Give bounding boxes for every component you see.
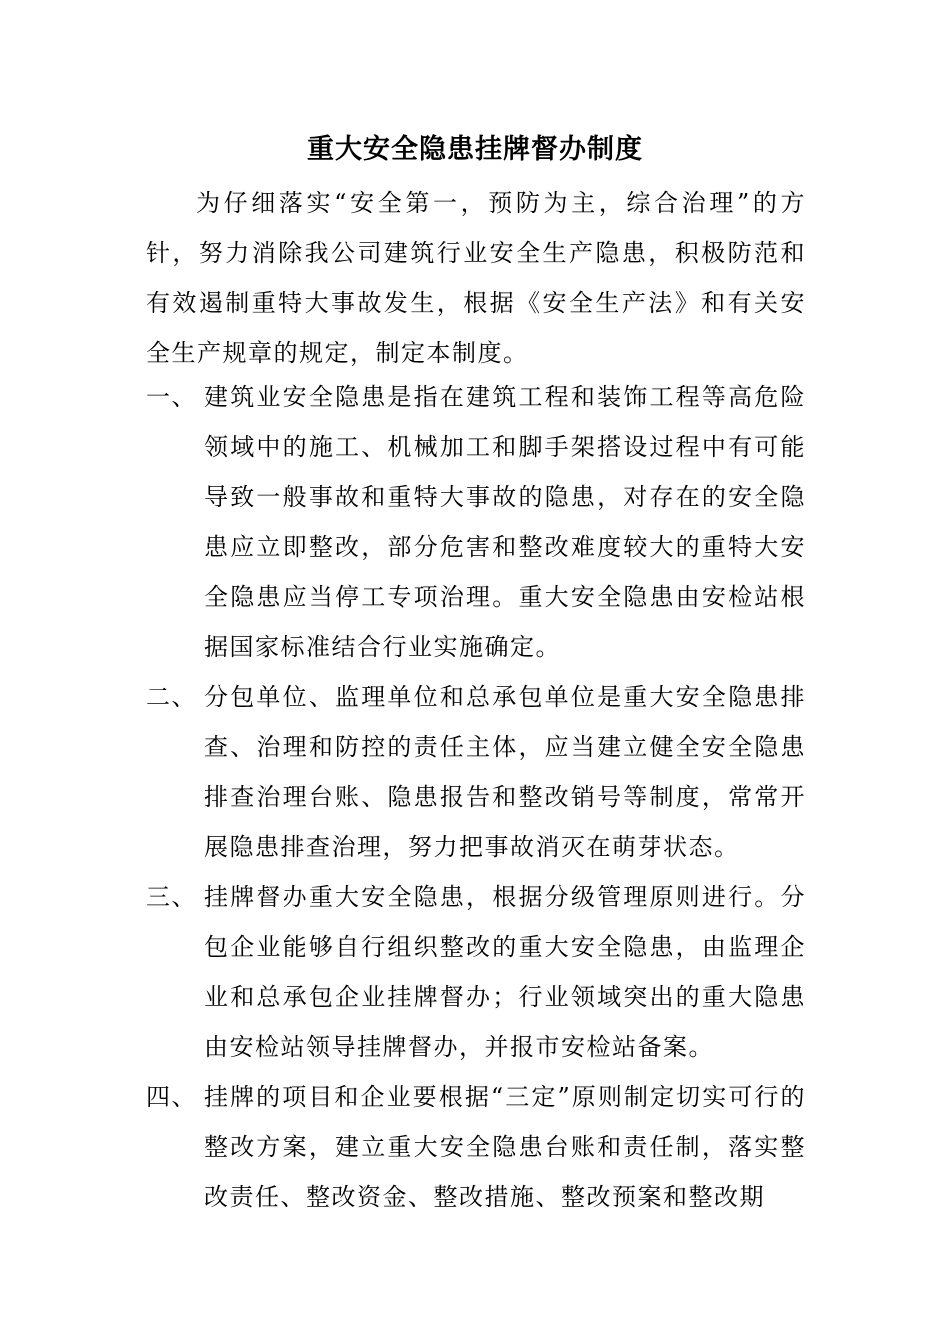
list-item-number: 二、 [146, 683, 197, 711]
list-item [146, 1072, 806, 1222]
list-item-text: 分包单位、监理单位和总承包单位是重大安全隐患排查、治理和防控的责任主体，应当建立健全安全隐患排查治理台账、隐患报告和整改销号等制度，常常开展隐患排查治理，努力把事故消灭在萌芽状态。 [204, 683, 806, 861]
document-title: 重大安全隐患挂牌督办制度 [307, 134, 643, 165]
list-item-text: 挂牌的项目和企业要根据“三定”原则制定切实可行的整改方案，建立重大安全隐患台账和责任制，落实整改责任、整改资金、整改措施、整改预案和整改期 [204, 1083, 806, 1211]
list-item-number: 一、 [146, 383, 197, 411]
list-item [146, 872, 806, 1072]
list-item-text: 建筑业安全隐患是指在建筑工程和装饰工程等高危险领域中的施工、机械加工和脚手架搭设过程中有可能导致一般事故和重特大事故的隐患，对存在的安全隐患应立即整改，部分危害和整改难度较大的重特大安全隐患应当停工专项治理。重大安全隐患由安检站根据国家标准结合行业实施确定。 [204, 383, 806, 661]
list-item-number: 四、 [146, 1083, 197, 1111]
list-item-number: 三、 [146, 883, 197, 911]
list-item-text: 挂牌督办重大安全隐患，根据分级管理原则进行。分包企业能够自行组织整改的重大安全隐患，由监理企业和总承包企业挂牌督办；行业领域突出的重大隐患由安检站领导挂牌督办，并报市安检站备案。 [204, 883, 806, 1061]
list-item [146, 672, 806, 872]
list-item [146, 372, 806, 672]
intro-paragraph: 为仔细落实“安全第一，预防为主，综合治理”的方针，努力消除我公司建筑行业安全生产隐患，积极防范和有效遏制重特大事故发生，根据《安全生产法》和有关安全生产规章的规定，制定本制度。 [146, 189, 806, 367]
